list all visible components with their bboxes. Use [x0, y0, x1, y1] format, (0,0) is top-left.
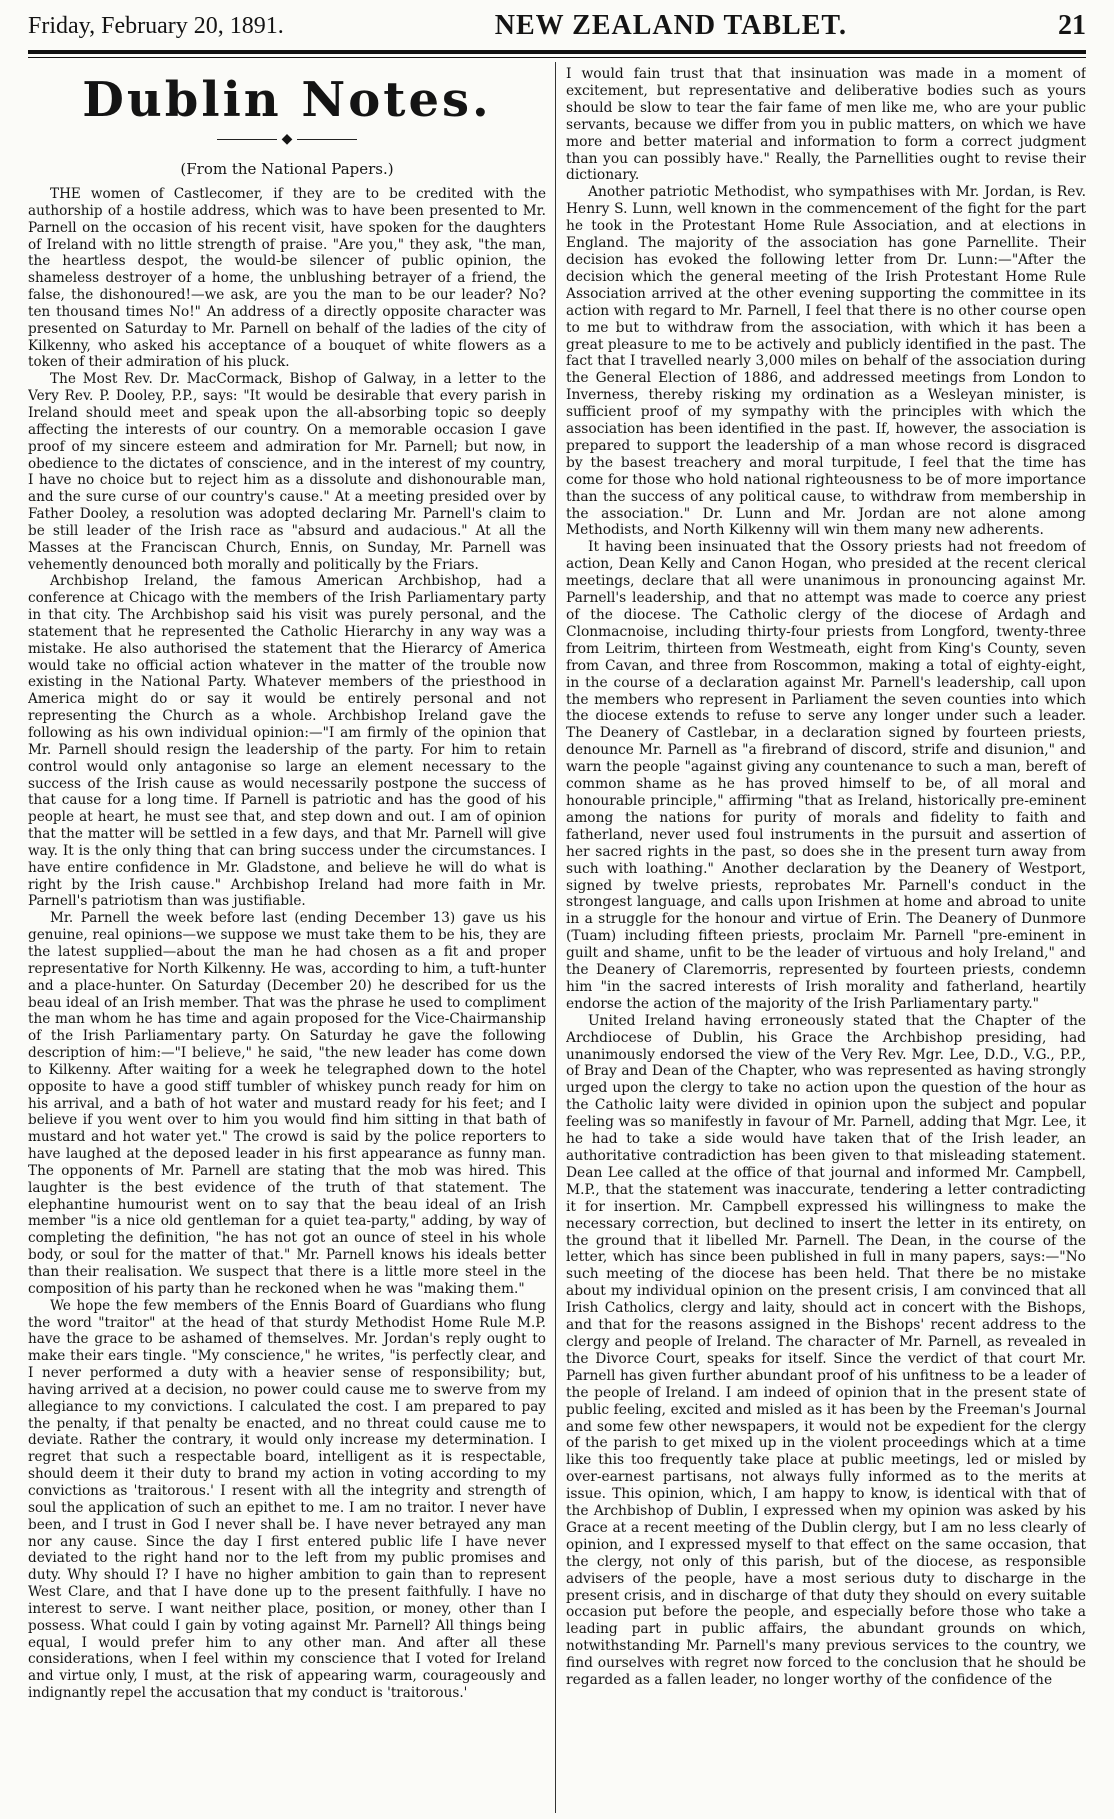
page-number: 21 [1058, 10, 1086, 41]
paragraph: United Ireland having erroneously stated that the Chapter of the Archdiocese of Dublin, his Grace the Archbishop presiding, had unanimously endorsed the view of the Very Rev. Mgr. Lee, D.D., V.G., P.P., of Bray and Dean of the Chapter, who was represented as having strongly urged upon the clergy to take no action upon the question of the hour as the Catholic laity were divided in opinion upon the subject and popular feeling was so manifestly in favour of Mr. Parnell, adding that Mgr. Lee, it he had to take a side would have taken that of the Irish leader, an authoritative contradiction has been given to that misleading statement. Dean Lee called at the office of that journal and informed Mr. Campbell, M.P., that the statement was inaccurate, tendering a letter contradicting it for insertion. Mr. Campbell expressed his willingness to make the necessary correction, but declined to insert the letter in its entirety, on the ground that it libelled Mr. Parnell. The Dean, in the course of the letter, which has since been published in full in many papers, says:—"No such meeting of the diocese has been held. That there be no mistake about my individual opinion on the present crisis, I am convinced that all Irish Catholics, clergy and laity, should act in concert with the Bishops, and that for the reasons assigned in the Bishops' recent address to the clergy and people of Ireland. The character of Mr. Parnell, as revealed in the Divorce Court, speaks for itself. Since the verdict of that court Mr. Parnell has given further abundant proof of his unfitness to be a leader of the people of Ireland. I am indeed of opinion that in the present state of public feeling, excited and misled as it has been by the Freeman's Journal and some few other newspapers, it would not be expedient for the clergy of the parish to get mixed up in the violent proceedings which at a time like this too frequently take place at public meetings, led or misled by over-earnest partisans, not always fully informed as to the merits at issue. This opinion, which, I am happy to know, is identical with that of the Archbishop of Dublin, I expressed when my opinion was asked by his Grace at a recent meeting of the Dublin clergy, but I am no less clearly of opinion, and I expressed myself to that effect on the same occasion, that the clergy, not only of this parish, but of the diocese, as responsible advisers of the people, have a most serious duty to discharge in the present crisis, and in discharge of that duty they should on every suitable occasion put before the people, and especially before those who take a leading part in public affairs, the abundant grounds on which, notwithstanding Mr. Parnell's many previous services to the country, we find ourselves with regret now forced to the conclusion that he should be regarded as a fallen leader, no longer worthy of the confidence of the [566, 1012, 1086, 1689]
paragraph: Another patriotic Methodist, who sympathises with Mr. Jordan, is Rev. Henry S. Lunn, well known in the commencement of the fight for the part he took in the Protestant Home Rule Association, and at elections in England. The majority of the association has gone Parnellite. Their decision has evoked the following letter from Dr. Lunn:—"After the decision which the general meeting of the Irish Protestant Home Rule Association arrived at the other evening supporting the committee in its action with regard to Mr. Parnell, I feel that there is no other course open to me but to withdraw from the association, with which it has been a great pleasure to me to be actively and publicly identified in the past. The fact that I travelled nearly 3,000 miles on behalf of the association during the General Election of 1886, and addressed meetings from London to Inverness, thereby risking my ordination as a Wesleyan minister, is sufficient proof of my sympathy with the principles with which the association has been identified in the past. If, however, the association is prepared to support the leadership of a man whose record is disgraced by the basest treachery and moral turpitude, I feel that the time has come for those who hold national righteousness to be of more importance than the success of any political cause, to withdraw from membership in the association." Dr. Lunn and Mr. Jordan are not alone among Methodists, and North Kilkenny will win them many new adherents. [566, 184, 1086, 539]
paragraph: The Most Rev. Dr. MacCormack, Bishop of Galway, in a letter to the Very Rev. P. Dooley, P.P., says: "It would be desirable that every parish in Ireland should meet and speak upon the all-absorbing topic so deeply affecting the interests of our country. On a memorable occasion I gave proof of my sincere esteem and admiration for Mr. Parnell; but now, in obedience to the dictates of conscience, and in the interest of my country, I have no choice but to reject him as a dissolute and dishonourable man, and the sure curse of our country's cause." At a meeting presided over by Father Dooley, a resolution was adopted declaring Mr. Parnell's claim to be still leader of the Irish race as "absurd and audacious." At all the Masses at the Franciscan Church, Ennis, on Sunday, Mr. Parnell was vehemently denounced both morally and politically by the Friars. [28, 371, 546, 573]
paragraph: Archbishop Ireland, the famous American Archbishop, had a conference at Chicago with the members of the Irish Parliamentary party in that city. The Archbishop said his visit was purely personal, and the statement that he represented the Catholic Hierarchy in any way was a mistake. He also authorised the statement that the Hierarcy of America would take no official action whatever in the matter of the trouble now existing in the National Party. Whatever members of the priesthood in America might do or say it would be entirely personal and not representing the Church as a whole. Archbishop Ireland gave the following as his own individual opinion:—"I am firmly of the opinion that Mr. Parnell should resign the leadership of the party. For him to retain control would only antagonise so large an element necessary to the success of the Irish cause as would necessarily postpone the success of that cause for a long time. If Parnell is patriotic and has the good of his people at heart, he must see that, and step down and out. I am of opinion that the matter will be settled in a few days, and that Mr. Parnell will give way. It is the only thing that can bring success under the circumstances. I have entire confidence in Mr. Gladstone, and believe he will do what is right by the Irish cause." Archbishop Ireland had more faith in Mr. Parnell's patriotism than was justifiable. [28, 573, 546, 910]
left-column [28, 66, 546, 1819]
issue-date: Friday, February 20, 1891. [28, 12, 284, 39]
paragraph: I would fain trust that that insinuation was made in a moment of excitement, but representative and deliberative bodies such as yours should be slow to tear the fair fame of men like me, who are your public servants, because we differ from you in public matters, on which we have more and better material and information to form a correct judgment than you can possibly have." Really, the Parnellities ought to revise their dictionary. [566, 66, 1086, 184]
paragraph: We hope the few members of the Ennis Board of Guardians who flung the word "traitor" at the head of that sturdy Methodist Home Rule M.P. have the grace to be ashamed of themselves. Mr. Jordan's reply ought to make their ears tingle. "My conscience," he writes, "is perfectly clear, and I never performed a duty with a heavier sense of responsibility; but, having arrived at a decision, no power could cause me to swerve from my allegiance to my convictions. I calculated the cost. I am prepared to pay the penalty, if that penalty be enacted, and no threat could cause me to deviate. Rather the contrary, it would only increase my determination. I regret that such a respectable board, intelligent as it is respectable, should deem it their duty to brand my action in voting according to my convictions as 'traitorous.' I resent with all the integrity and strength of soul the application of such an epithet to me. I am no traitor. I never have been, and I trust in God I never shall be. I have never betrayed any man nor any cause. Since the day I first entered public life I have never deviated to the right hand nor to the left from my public promises and duty. Why should I? I have no higher ambition to gain than to represent West Clare, and that I have done up to the present faithfully. I have no interest to serve. I want neither place, position, or money, other than I possess. What could I gain by voting against Mr. Parnell? All things being equal, I would prefer him to any other man. And after all these considerations, when I feel within my conscience that I voted for Ireland and virtue only, I must, at the risk of appearing warm, courageously and indignantly repel the accusation that my conduct is 'traitorous.' [28, 1297, 546, 1702]
column-divider [555, 62, 556, 1813]
header-rule-thick [28, 50, 1086, 54]
publication-title: NEW ZEALAND TABLET. [494, 10, 847, 41]
paragraph: Mr. Parnell the week before last (ending December 13) gave us his genuine, real opinions—we suppose we must take them to be his, they are the latest supplied—about the man he had chosen as a fit and proper representative for North Kilkenny. He was, according to him, a tuft-hunter and a place-hunter. On Saturday (December 20) he described for us the beau ideal of an Irish member. That was the phrase he used to compliment the man whom he has time and again proposed for the Vice-Chairmanship of the Irish Parliamentary party. On Saturday he gave the following description of him:—"I believe," he said, "the new leader has come down to Kilkenny. After waiting for a week he telegraphed down to the hotel opposite to have a good stiff tumbler of whiskey punch ready for him on his arrival, and a bath of hot water and mustard ready for his feet; and I believe if you went over to him you would find him sitting in that bath of mustard and hot water yet." The crowd is said by the police reporters to have laughed at the deposed leader in his first appearance as funny man. The opponents of Mr. Parnell are stating that the mob was hired. This laughter is the best evidence of the truth of that statement. The elephantine humourist went on to say that the beau ideal of an Irish member "is a nice old gentleman for a quiet tea-party," adding, by way of completing the definition, "he has not got an ounce of steel in his whole body, or soul for the matter of that." Mr. Parnell knows his ideals better than their realisation. We suspect that there is a little more steel in the composition of his party than he reckoned when he was "making them." [28, 910, 546, 1297]
paragraph: THE women of Castlecomer, if they are to be credited with the authorship of a hostile address, which was to have been presented to Mr. Parnell on the occasion of his recent visit, have spoken for the daughters of Ireland with no little strength of praise. "Are you," they ask, "the man, the heartless despot, the would-be silencer of public opinion, the shameless destroyer of a home, the unblushing betrayer of a friend, the false, the dishonoured!—we ask, are you the man to be our leader? No? ten thousand times No!" An address of a directly opposite character was presented on Saturday to Mr. Parnell on behalf of the ladies of the city of Kilkenny, who asked his acceptance of a bouquet of white flowers as a token of their admiration of his pluck. [28, 186, 546, 371]
headline-ornament: ◆ [28, 132, 546, 146]
article-headline: Dublin Notes. [82, 72, 492, 128]
header-rule-thin [28, 57, 1086, 58]
right-column [566, 66, 1086, 1819]
paragraph: It having been insinuated that the Ossory priests had not freedom of action, Dean Kelly and Canon Hogan, who presided at the recent clerical meetings, declare that all were unanimous in pronouncing against Mr. Parnell's leadership, and that no attempt was made to coerce any priest of the diocese. The Catholic clergy of the diocese of Ardagh and Clonmacnoise, including thirty-four priests from Longford, twenty-three from Leitrim, thirteen from Westmeath, eight from King's County, seven from Cavan, and three from Roscommon, making a total of eighty-eight, in the course of a declaration against Mr. Parnell's leadership, call upon the members who represent in Parliament the seven counties into which the diocese extends to refuse to serve any longer under such a leader. The Deanery of Castlebar, in a declaration signed by fourteen priests, denounce Mr. Parnell as "a firebrand of discord, strife and disunion," and warn the people "against giving any countenance to such a man, bereft of common shame as he has proved himself to be, of all moral and honourable principle," affirming "that as Ireland, historically pre-eminent among the nations for purity of morals and fidelity to faith and fatherland, never used foul instruments in the pursuit and assertion of her sacred rights in the past, so does she in the present turn away from such with loathing." Another declaration by the Deanery of Westport, signed by twelve priests, reprobates Mr. Parnell's conduct in the strongest language, and calls upon Irishmen at home and abroad to unite in a struggle for the honour and virtue of Erin. The Deanery of Dunmore (Tuam) including fifteen priests, proclaim Mr. Parnell "pre-eminent in guilt and shame, unfit to be the leader of virtuous and holy Ireland," and the Deanery of Claremorris, represented by fourteen priests, condemn him "in the sacred interests of Irish morality and fatherland, heartily endorse the action of the majority of the Irish Parliamentary party." [566, 539, 1086, 1012]
page-header [28, 4, 1086, 48]
article-source: (From the National Papers.) [180, 160, 394, 178]
